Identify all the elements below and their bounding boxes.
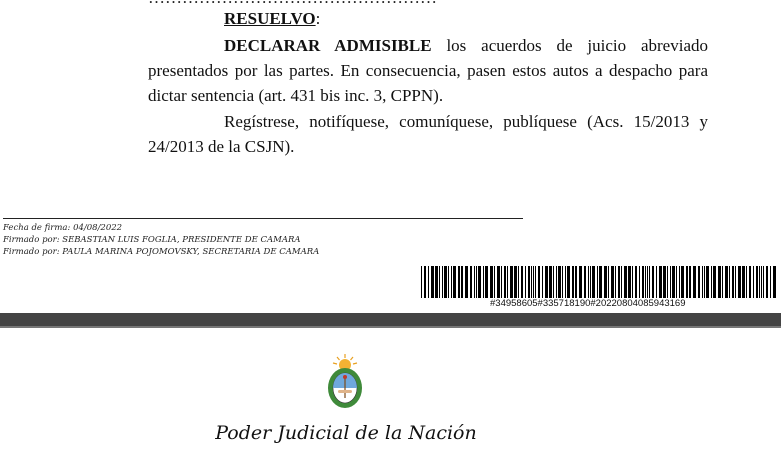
barcode-bar xyxy=(645,266,646,298)
barcode-bar xyxy=(501,266,502,298)
barcode-bar xyxy=(424,266,426,298)
barcode-bar xyxy=(521,266,523,298)
institution-footer: Poder Judicial de la Nación xyxy=(215,422,477,444)
barcode-bar xyxy=(562,266,563,298)
barcode-bar xyxy=(535,266,536,298)
barcode-bar xyxy=(706,266,709,298)
barcode-number: #34958605#335718190#20220804085943169 xyxy=(490,298,686,309)
resolution-text: los acuerdos de juicio abreviado presentados por las partes. En consecuencia, pasen estos autos a despacho para dictar sentencia (art. 431 bis inc. 3, CPPN). xyxy=(148,36,708,105)
barcode-bar xyxy=(756,266,758,298)
resuelvo-label: RESUELVO xyxy=(224,9,316,28)
barcode-bar xyxy=(538,266,540,298)
barcode-bar xyxy=(711,266,712,298)
barcode-bar xyxy=(558,266,561,298)
barcode-bar xyxy=(575,266,577,298)
barcode-bar xyxy=(679,266,680,298)
barcode-bar xyxy=(510,266,513,298)
barcode-bar xyxy=(689,266,691,298)
barcode-bar xyxy=(588,266,589,298)
coat-of-arms-icon xyxy=(326,352,364,412)
barcode-bar xyxy=(766,266,768,298)
barcode-bar xyxy=(565,266,566,298)
barcode-bar xyxy=(702,266,703,298)
barcode-bar xyxy=(639,266,640,298)
barcode-bar xyxy=(567,266,570,298)
barcode-bar xyxy=(599,266,602,298)
barcode-bar xyxy=(504,266,506,298)
barcode-bar xyxy=(693,266,696,298)
barcode-bar xyxy=(435,266,438,298)
barcode-bar xyxy=(624,266,627,298)
barcode-bar xyxy=(749,266,751,298)
resolution-bold-lead: DECLARAR ADMISIBLE xyxy=(224,36,432,55)
barcode-bar xyxy=(672,266,675,298)
barcode-bar xyxy=(738,266,741,298)
barcode-bar xyxy=(611,266,614,298)
barcode-bar xyxy=(753,266,754,298)
barcode-bar xyxy=(597,266,598,298)
barcode-bar xyxy=(533,266,534,298)
barcode-bar xyxy=(742,266,745,298)
barcode-bar xyxy=(474,266,475,298)
resolution-paragraph xyxy=(148,33,708,108)
barcode-bar xyxy=(635,266,637,298)
barcode-bar xyxy=(444,266,447,298)
barcode-bar xyxy=(572,266,574,298)
barcode-bar xyxy=(732,266,734,298)
barcode-bar xyxy=(632,266,633,298)
barcode-bar xyxy=(431,266,434,298)
barcode-bar xyxy=(458,266,460,298)
barcode-bar xyxy=(579,266,582,298)
barcode-bar xyxy=(483,266,484,298)
barcode-bar xyxy=(545,266,548,298)
barcode-bar xyxy=(628,266,631,298)
barcode-bar xyxy=(478,266,481,298)
signature-signer-1: Firmado por: SEBASTIAN LUIS FOGLIA, PRESIDENTE DE CAMARA xyxy=(3,235,301,245)
barcode-bar xyxy=(759,266,760,298)
cutoff-text xyxy=(148,0,437,8)
barcode-bar xyxy=(507,266,508,298)
barcode-bar xyxy=(659,266,662,298)
barcode-bar xyxy=(604,266,607,298)
signature-date: Fecha de firma: 04/08/2022 xyxy=(3,223,123,233)
barcode-bar xyxy=(667,266,668,298)
page-separator xyxy=(0,313,781,328)
barcode-bar xyxy=(476,266,477,298)
barcode-bar xyxy=(421,266,422,298)
barcode-bar xyxy=(725,266,728,298)
barcode-bar xyxy=(718,266,721,298)
barcode-bar xyxy=(656,266,657,298)
barcode-bar xyxy=(746,266,747,298)
barcode-bar xyxy=(735,266,736,298)
barcode-bar xyxy=(518,266,519,298)
barcode-bar xyxy=(681,266,684,298)
signature-divider xyxy=(3,218,523,219)
barcode-bar xyxy=(485,266,488,298)
barcode-bar xyxy=(542,266,543,298)
barcode-bar xyxy=(494,266,495,298)
barcode xyxy=(421,266,777,298)
resuelvo-heading xyxy=(224,9,320,29)
barcode-bar xyxy=(514,266,517,298)
barcode-bar xyxy=(490,266,493,298)
barcode-bar xyxy=(528,266,530,298)
barcode-bar xyxy=(663,266,666,298)
barcode-bar xyxy=(615,266,616,298)
barcode-bar xyxy=(773,266,776,298)
barcode-bar xyxy=(698,266,700,298)
barcode-bar xyxy=(649,266,650,298)
barcode-bar xyxy=(590,266,591,298)
barcode-bar xyxy=(556,266,557,298)
barcode-bar xyxy=(448,266,449,298)
barcode-bar xyxy=(621,266,622,298)
barcode-bar xyxy=(618,266,620,298)
barcode-bar xyxy=(704,266,705,298)
barcode-bar xyxy=(525,266,526,298)
barcode-bar xyxy=(451,266,452,298)
barcode-bar xyxy=(608,266,609,298)
barcode-bar xyxy=(549,266,552,298)
signature-signer-2: Firmado por: PAULA MARINA POJOMOVSKY, SECRETARIA DE CAMARA xyxy=(3,247,320,257)
barcode-bar xyxy=(461,266,463,298)
barcode-bar xyxy=(676,266,677,298)
barcode-bar xyxy=(670,266,671,298)
barcode-bar xyxy=(531,266,532,298)
barcode-bar xyxy=(713,266,716,298)
barcode-bar xyxy=(642,266,644,298)
barcode-bar xyxy=(553,266,554,298)
barcode-bar xyxy=(584,266,586,298)
barcode-bar xyxy=(465,266,468,298)
resuelvo-colon: : xyxy=(315,9,321,28)
barcode-bar xyxy=(592,266,595,298)
notification-paragraph: Regístrese, notifíquese, comuníquese, publíquese (Acs. 15/2013 y 24/2013 de la CSJN). xyxy=(148,112,708,156)
barcode-bar xyxy=(453,266,456,298)
barcode-bar xyxy=(470,266,472,298)
barcode-bar xyxy=(439,266,440,298)
barcode-bar xyxy=(652,266,654,298)
barcode-bar xyxy=(428,266,429,298)
barcode-bar xyxy=(442,266,443,298)
barcode-bar xyxy=(761,266,762,298)
barcode-bar xyxy=(722,266,723,298)
barcode-bar xyxy=(763,266,764,298)
barcode-bar xyxy=(686,266,688,298)
barcode-bar xyxy=(770,266,771,298)
barcode-bar xyxy=(647,266,648,298)
barcode-bar xyxy=(497,266,500,298)
barcode-bar xyxy=(729,266,730,298)
